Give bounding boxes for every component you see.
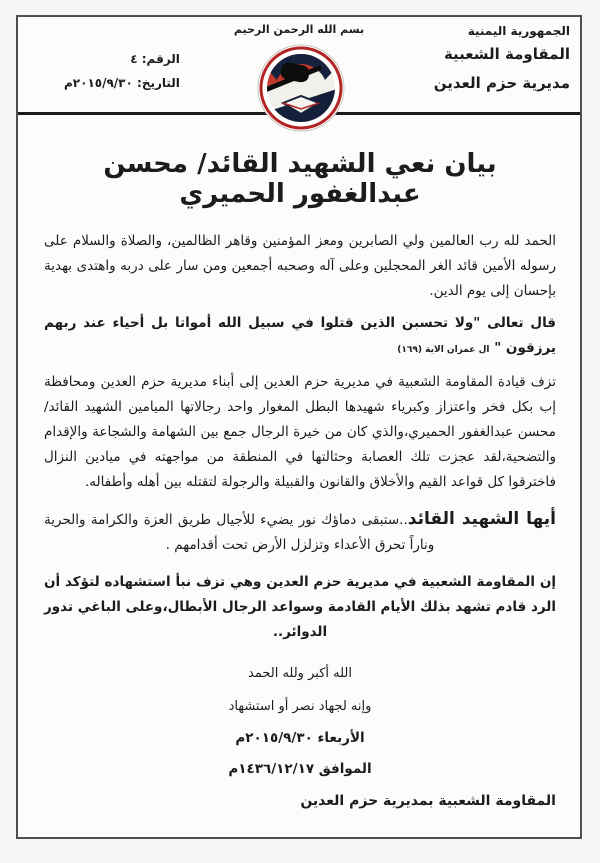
motto-line: وإنه لجهاد نصر أو استشهاد xyxy=(228,699,372,714)
quran-verse-reference: ال عمران الاية (١٦٩) xyxy=(397,345,490,355)
vow-paragraph: إن المقاومة الشعبية في مديرية حزم العدين وهي تزف نبأ استشهاده لتؤكد أن الرد قادم تشهد بذلك الأيام القادمة وسواعد الرجال الأبطال،وعلى الباغي تدور الدوائر.. xyxy=(44,574,556,640)
directorate-line: مديرية حزم العدين xyxy=(433,74,570,92)
hijri-date-line: الموافق ١٤٣٦/١٢/١٧م xyxy=(228,761,372,777)
organization-line: المقاومة الشعبية xyxy=(443,45,570,63)
quran-verse-paragraph xyxy=(44,311,556,363)
document-body xyxy=(18,115,580,837)
resistance-emblem-icon xyxy=(256,43,346,133)
eulogy-rest-text: ..ستبقى دماؤك نور يضيء للأجيال طريق العزة والكرامة والحرية وناراً تحرق الأعداء وتزلزل الأرض تحت أقدامهم . xyxy=(44,512,435,553)
eulogy-lead-text: أيها الشهيد القائد xyxy=(407,509,557,529)
document-frame xyxy=(16,15,582,839)
basmala-line: بسم الله الرحمن الرحيم xyxy=(233,23,365,36)
takbir-line: الله أكبر ولله الحمد xyxy=(248,666,352,681)
reference-date: التاريخ: ٢٠١٥/٩/٣٠م xyxy=(64,76,180,90)
opening-praise-paragraph: الحمد لله رب العالمين ولي الصابرين ومعز المؤمنين وقاهر الظالمين، والصلاة والسلام على رسوله الأمين قائد الغر المحجلين وعلى آله وصحبه أجمعين ومن سار على دربه واهتدى بهدية بإحسان إلى يوم الدين. xyxy=(44,233,556,299)
reference-number: الرقم: ٤ xyxy=(130,52,180,66)
eulogy-paragraph xyxy=(44,507,556,558)
gregorian-date-line: الأربعاء ٢٠١٥/٩/٣٠م xyxy=(235,730,365,746)
republic-line: الجمهورية اليمنية xyxy=(467,24,570,38)
letterhead-left-block xyxy=(64,47,180,95)
page-title: بيان نعي الشهيد القائد/ محسن عبدالغفور الحميري xyxy=(103,149,497,209)
martyrdom-announcement-paragraph: تزف قيادة المقاومة الشعبية في مديرية حزم العدين إلى أبناء مديرية حزم العدين ومحافظة إب بكل فخر واعتزاز وكبرياء شهيدها البطل المغوار واحد رجالاتها الميامين الشهيد القائد/ محسن عبدالغفور الحميري،والذي كان من خيرة الرجال جمع بين الشهامة والشجاعة والإقدام والتضحية،لقد عجزت تلك العصابة وحثالتها في المنطقة من مواجهته في ميادين النزال فاخترقوا كل قواعد القيم والأخلاق والقانون والقبيلة والرجولة لتقتله بين أهله وأطفاله. xyxy=(44,374,556,490)
quran-verse-text: قال تعالى "ولا تحسبن الذين قتلوا في سبيل الله أمواتا بل أحياء عند ربهم يرزقون " xyxy=(44,315,556,356)
signature-line: المقاومة الشعبية بمديرية حزم العدين xyxy=(300,793,556,809)
